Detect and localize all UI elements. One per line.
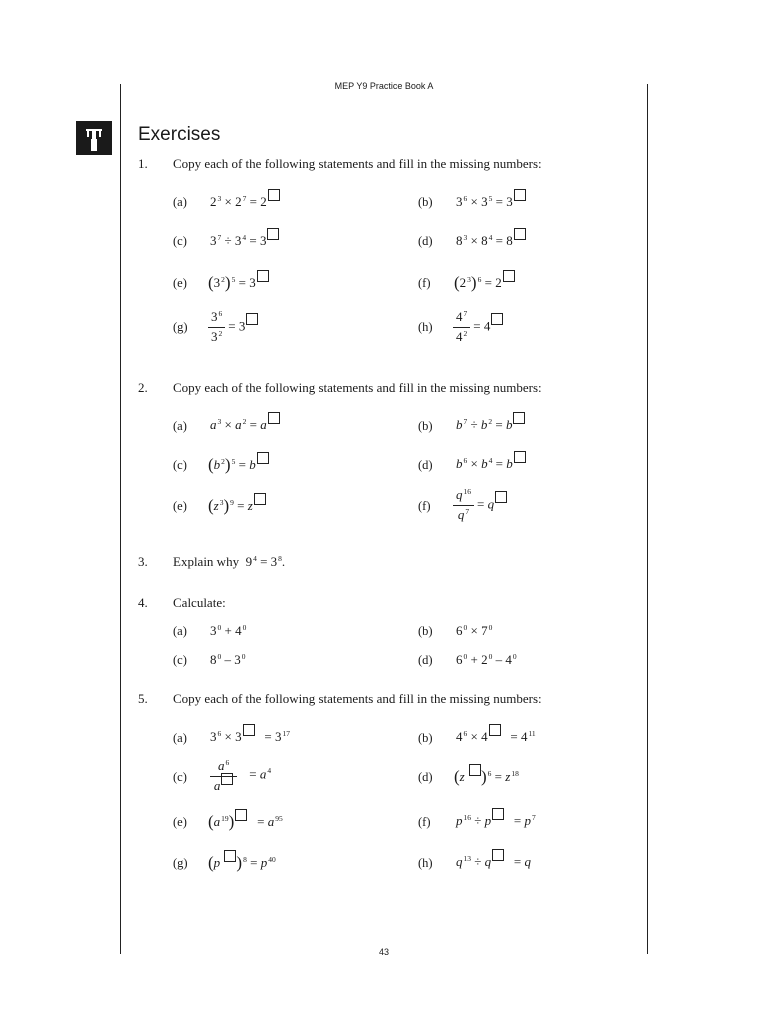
q5-expr-g: (p )$^8 = p^{40}$ [208, 852, 276, 872]
answer-box[interactable] [243, 724, 255, 736]
answer-box[interactable] [492, 808, 504, 820]
question-3-number: 3. [138, 554, 148, 569]
question-5-text: Copy each of the following statements and fill in the missing numbers: [173, 691, 542, 706]
answer-box[interactable] [503, 270, 515, 282]
answer-box[interactable] [267, 228, 279, 240]
answer-box[interactable] [469, 764, 481, 776]
page-header: MEP Y9 Practice Book A [334, 81, 434, 91]
answer-box[interactable] [268, 412, 280, 424]
q4-expr-a: $3^0 + 4^0$ [210, 623, 247, 638]
q1-expr-b: $3^6 \times 3^5 = 3$ [456, 194, 526, 210]
q1-expr-g: $\frac{3^6}{3^2}$ = 3 [208, 309, 258, 346]
q5-expr-a: $3^6 \times 3$ = $3^{17}$ [210, 729, 290, 745]
question-2-text: Copy each of the following statements and fill in the missing numbers: [173, 380, 542, 395]
answer-box[interactable] [492, 849, 504, 861]
q2-label-a: (a) [173, 419, 187, 433]
question-1-text: Copy each of the following statements and fill in the missing numbers: [173, 156, 542, 171]
q2-expr-f: $\frac{q^{16}}{q^7}$ = q [453, 487, 507, 524]
q1-label-f: (f) [418, 276, 431, 290]
answer-box[interactable] [514, 189, 526, 201]
page-number: 43 [378, 947, 389, 957]
answer-box[interactable] [491, 313, 503, 325]
q5-label-a: (a) [173, 731, 187, 745]
q5-expr-d: (z )$^6 = z^{18}$ [454, 766, 519, 786]
q1-label-b: (b) [418, 195, 433, 209]
q5-expr-c: $\frac{a^6}{a}$ = $a^4$ [210, 758, 271, 793]
q1-label-e: (e) [173, 276, 187, 290]
left-margin-rule [120, 84, 121, 954]
q4-expr-c: $8^0 - 3^0$ [210, 652, 246, 667]
question-4-text: Calculate: [173, 595, 226, 610]
answer-box[interactable] [246, 313, 258, 325]
q1-label-h: (h) [418, 320, 433, 334]
q1-label-d: (d) [418, 234, 433, 248]
q1-expr-h: $\frac{4^7}{4^2}$ = 4 [453, 309, 503, 346]
q5-expr-b: $4^6 \times 4$ = $4^{11}$ [456, 729, 536, 745]
answer-box[interactable] [495, 491, 507, 503]
q2-expr-a: $a^3 \times a^2 = a$ [210, 417, 280, 433]
q5-label-d: (d) [418, 770, 433, 784]
q2-label-b: (b) [418, 419, 433, 433]
answer-box[interactable] [257, 270, 269, 282]
answer-box[interactable] [514, 228, 526, 240]
q5-label-b: (b) [418, 731, 433, 745]
q1-label-a: (a) [173, 195, 187, 209]
q5-expr-f: $p^{16} \div p$ = $p^7$ [456, 813, 536, 829]
question-4-number: 4. [138, 595, 148, 610]
q2-label-d: (d) [418, 458, 433, 472]
q4-label-a: (a) [173, 624, 187, 638]
q4-label-d: (d) [418, 653, 433, 667]
q5-expr-e: $(a^{19})$ = $a^{95}$ [208, 811, 283, 831]
q4-label-b: (b) [418, 624, 433, 638]
q5-expr-h: $q^{13} \div q$ = q [456, 854, 531, 870]
q5-label-e: (e) [173, 815, 187, 829]
q2-expr-e: $(z^3)^9 = z$ [208, 495, 266, 515]
answer-box[interactable] [489, 724, 501, 736]
q2-expr-b: $b^7 \div b^2 = b$ [456, 417, 525, 433]
q2-expr-d: $b^6 \times b^4 = b$ [456, 456, 526, 472]
q1-expr-f: $(2^3)^6 = 2$ [454, 272, 515, 292]
q4-label-c: (c) [173, 653, 187, 667]
q1-label-c: (c) [173, 234, 187, 248]
answer-box[interactable] [268, 189, 280, 201]
answer-box[interactable] [254, 493, 266, 505]
answer-box[interactable] [224, 850, 236, 862]
q1-expr-d: $8^3 \times 8^4 = 8$ [456, 233, 526, 249]
answer-box[interactable] [513, 412, 525, 424]
q1-expr-e: $(3^2)^5 = 3$ [208, 272, 269, 292]
q1-label-g: (g) [173, 320, 188, 334]
right-margin-rule [647, 84, 648, 954]
q5-label-c: (c) [173, 770, 187, 784]
q1-expr-c: $3^7 \div 3^4 = 3$ [210, 233, 279, 249]
answer-box[interactable] [235, 809, 247, 821]
q5-label-h: (h) [418, 856, 433, 870]
answer-box[interactable] [257, 452, 269, 464]
question-1-number: 1. [138, 156, 148, 171]
question-3-text: Explain why $9^4 = 3^8$. [173, 554, 286, 569]
q2-label-c: (c) [173, 458, 187, 472]
q2-label-f: (f) [418, 499, 431, 513]
q2-label-e: (e) [173, 499, 187, 513]
q5-label-g: (g) [173, 856, 188, 870]
answer-box[interactable] [221, 773, 233, 785]
exercise-icon [76, 121, 112, 155]
q4-expr-b: $6^0 \times 7^0$ [456, 623, 493, 638]
answer-box[interactable] [514, 451, 526, 463]
q2-expr-c: $(b^2)^5 = b$ [208, 454, 269, 474]
question-5-number: 5. [138, 691, 148, 706]
question-2-number: 2. [138, 380, 148, 395]
page-title: Exercises [138, 124, 221, 145]
q4-expr-d: $6^0 + 2^0 - 4^0$ [456, 652, 517, 667]
q5-label-f: (f) [418, 815, 431, 829]
q1-expr-a: $2^3 \times 2^7 = 2$ [210, 194, 280, 210]
